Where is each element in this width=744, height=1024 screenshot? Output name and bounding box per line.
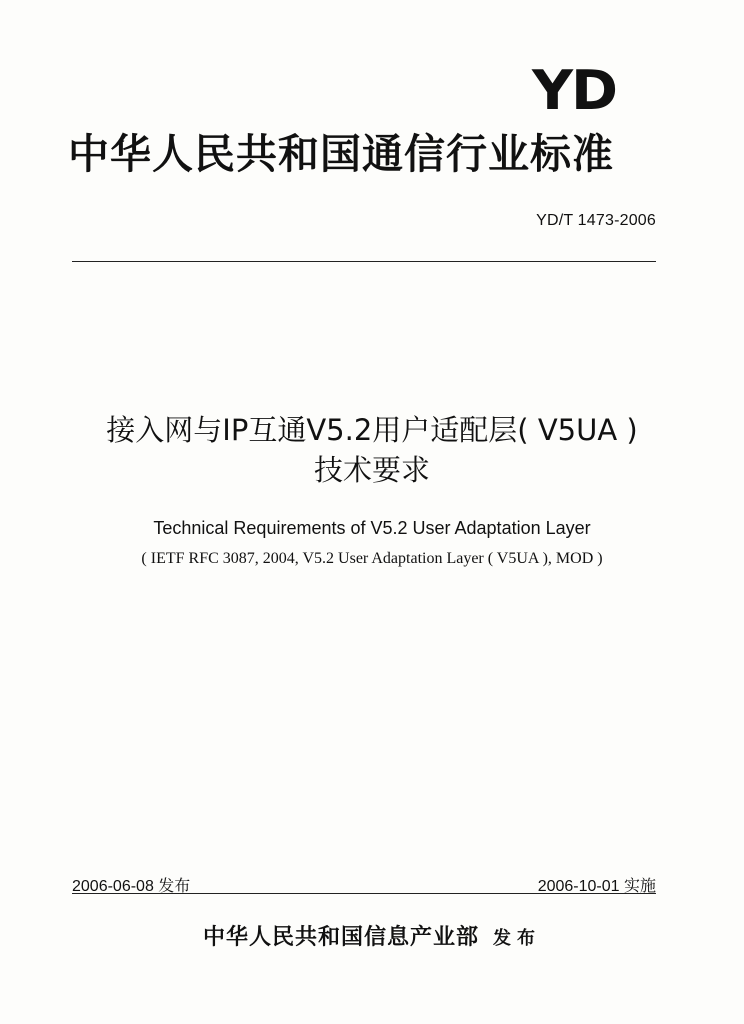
- document-title-english: Technical Requirements of V5.2 User Adaptation Layer: [153, 518, 591, 538]
- document-title-line-1: 接入网与IP互通V5.2用户适配层( V5UA ): [106, 413, 638, 447]
- issuer-name: 中华人民共和国信息产业部: [202, 925, 479, 950]
- standard-category-title: 中华人民共和国通信行业标准: [68, 130, 614, 178]
- yd-logo: YD: [532, 59, 616, 122]
- equivalence-note: ( IETF RFC 3087, 2004, V5.2 User Adaptation Layer ( V5UA ), MOD ): [141, 550, 603, 567]
- issuer-line: [0, 920, 744, 951]
- standard-number: YD/T 1473-2006: [536, 212, 656, 229]
- top-divider: [72, 261, 656, 262]
- document-title-chinese: [0, 410, 744, 490]
- publish-date: 2006-06-08 发布: [72, 878, 191, 895]
- issuer-action: 发布: [493, 928, 541, 949]
- bottom-divider: [72, 893, 656, 894]
- implement-date: 2006-10-01 实施: [537, 878, 656, 895]
- document-title-line-2: 技术要求: [313, 453, 430, 487]
